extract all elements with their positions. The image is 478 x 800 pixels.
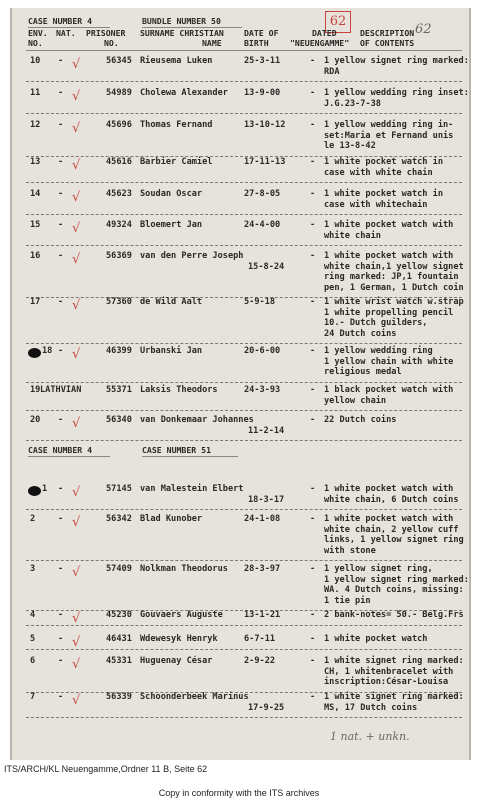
description-line: case with white chain <box>324 167 433 178</box>
col-neuengamme: "NEUENGAMME" <box>290 38 350 48</box>
description-line: 1 tie pin <box>324 595 371 606</box>
description-line: case with whitechain <box>324 199 428 210</box>
description-line: 1 white signet ring marked: <box>324 656 464 666</box>
envelope-number: 13 <box>30 157 41 167</box>
divider <box>28 456 110 457</box>
check-mark: √ <box>72 221 81 236</box>
ink-blot <box>28 486 41 496</box>
prisoner-name: Schoonderbeek Marinus <box>140 692 249 702</box>
dated-dash: - <box>310 157 316 167</box>
nationality: - <box>58 610 64 620</box>
prisoner-name: de Wild Aalt <box>140 297 203 307</box>
dated-dash: - <box>310 385 316 395</box>
nationality: - <box>58 514 64 524</box>
check-mark: √ <box>72 57 81 72</box>
prisoner-number: 56369 <box>106 251 132 261</box>
envelope-number: 6 <box>30 656 36 666</box>
envelope-number: 11 <box>30 88 41 98</box>
prisoner-name: Urbanski Jan <box>140 346 203 356</box>
prisoner-number: 45696 <box>106 120 132 130</box>
row-divider <box>26 81 462 82</box>
prisoner-name: Huguenay César <box>140 656 213 666</box>
col-birth: BIRTH <box>244 38 269 48</box>
description-line: ring marked: JP,1 fountain <box>324 272 459 282</box>
pencil-note: 1 nat. + unkn. <box>330 730 410 743</box>
description-line: pen, 1 German, 1 Dutch coin <box>324 282 464 293</box>
prisoner-number: 57360 <box>106 297 132 307</box>
row-divider <box>26 382 462 383</box>
envelope-number: 16 <box>30 251 41 261</box>
prisoner-number: 45331 <box>106 656 132 666</box>
description-line: 2 bank-notes= 50.- Belg.Frs <box>324 610 464 620</box>
prisoner-name: Bloemert Jan <box>140 220 203 230</box>
nationality: - <box>58 692 64 702</box>
birth-date: 6-7-11 <box>244 634 276 644</box>
nationality: - <box>58 220 64 230</box>
birth-date: 28-3-97 <box>244 564 281 574</box>
divider <box>26 50 462 51</box>
nationality: - <box>58 56 64 66</box>
envelope-number: 15 <box>30 220 41 230</box>
envelope-number: 3 <box>30 564 36 574</box>
prisoner-number: 46399 <box>106 346 132 356</box>
prisoner-number: 57145 <box>106 484 132 494</box>
description-line: 1 white signet ring marked: <box>324 692 464 702</box>
envelope-number: 2 <box>30 514 36 524</box>
col-prisoner: PRISONER <box>86 28 126 38</box>
birth-date: 13-10-12 <box>244 120 286 130</box>
dated-dash: - <box>310 564 316 574</box>
nationality: LATHVIAN <box>40 385 82 395</box>
description-line: white chain, 6 Dutch coins <box>324 494 459 505</box>
prisoner-name: Cholewa Alexander <box>140 88 228 98</box>
row-divider <box>26 410 462 411</box>
prisoner-number: 56342 <box>106 514 132 524</box>
description-line: 1 yellow wedding ring <box>324 346 433 356</box>
nationality: - <box>58 251 64 261</box>
check-mark: √ <box>72 347 81 362</box>
check-mark: √ <box>72 298 81 313</box>
prisoner-number: 56340 <box>106 415 132 425</box>
envelope-number: 20 <box>30 415 41 425</box>
prisoner-name: Wdewesyk Henryk <box>140 634 218 644</box>
envelope-number: 10 <box>30 56 41 66</box>
row-divider <box>26 245 462 246</box>
envelope-number: 7 <box>30 692 36 702</box>
description-line: white chain, 2 yellow cuff <box>324 524 459 535</box>
prisoner-number: 49324 <box>106 220 132 230</box>
dated-dash: - <box>310 297 316 307</box>
prisoner-name: Blad Kunober <box>140 514 203 524</box>
dated-dash: - <box>310 251 316 261</box>
nationality: - <box>58 120 64 130</box>
nationality: - <box>58 415 64 425</box>
nationality: - <box>58 157 64 167</box>
prisoner-name: Nolkman Theodorus <box>140 564 228 574</box>
description-line: 22 Dutch coins <box>324 415 397 425</box>
case-number-51-header: CASE NUMBER 51 <box>142 445 212 455</box>
pencil-page-number: 62 <box>415 22 432 37</box>
dated-dash: - <box>310 484 316 494</box>
description-line: links, 1 yellow signet ring <box>324 535 464 545</box>
description-line: 1 yellow signet ring marked: <box>324 56 469 66</box>
birth-date: 27-8-05 <box>244 189 281 199</box>
prisoner-number: 45230 <box>106 610 132 620</box>
prisoner-name: van Malestein Elbert <box>140 484 244 494</box>
description-line: yellow chain <box>324 395 387 406</box>
description-line: 1 white pocket watch <box>324 634 428 644</box>
archive-document-sheet <box>10 8 471 760</box>
prisoner-name: Barbier Camiel <box>140 157 213 167</box>
dated-dash: - <box>310 88 316 98</box>
nationality: - <box>58 564 64 574</box>
description-line: 1 white propelling pencil <box>324 307 454 318</box>
nationality: - <box>58 297 64 307</box>
col-name: NAME <box>202 38 222 48</box>
birth-date: 15-8-24 <box>248 262 285 272</box>
dated-dash: - <box>310 120 316 130</box>
prisoner-name: Gouvaers Auguste <box>140 610 223 620</box>
description-line: 1 yellow wedding ring inset: <box>324 88 469 98</box>
row-divider <box>26 509 462 510</box>
prisoner-number: 56339 <box>106 692 132 702</box>
bundle-number-header: BUNDLE NUMBER 50 <box>142 16 221 26</box>
nationality: - <box>58 189 64 199</box>
envelope-number: 4 <box>30 610 36 620</box>
col-surname: SURNAME CHRISTIAN <box>140 28 224 38</box>
envelope-number: 17 <box>30 297 41 307</box>
envelope-number: 18 <box>42 346 53 356</box>
check-mark: √ <box>72 158 81 173</box>
row-divider <box>26 560 462 561</box>
birth-date: 25-3-11 <box>244 56 281 66</box>
description-line: 1 white pocket watch in <box>324 157 443 167</box>
description-line: WA. 4 Dutch coins, missing: <box>324 585 464 595</box>
prisoner-number: 56345 <box>106 56 132 66</box>
col-description: DESCRIPTION <box>360 28 415 38</box>
case-number-header-2: CASE NUMBER 4 <box>28 445 93 455</box>
nationality: - <box>58 88 64 98</box>
prisoner-name: van Donkemaar Johannes <box>140 415 254 425</box>
dated-dash: - <box>310 415 316 425</box>
dated-dash: - <box>310 189 316 199</box>
dated-dash: - <box>310 514 316 524</box>
birth-date: 24-4-00 <box>244 220 281 230</box>
envelope-number: 14 <box>30 189 41 199</box>
description-line: 1 white pocket watch with <box>324 220 454 230</box>
description-line: set:Maria et Fernand unis <box>324 130 454 141</box>
col-nationality: NAT. <box>56 28 76 38</box>
nationality: - <box>58 656 64 666</box>
description-line: religious medal <box>324 367 402 377</box>
birth-date: 24-3-93 <box>244 385 281 395</box>
description-line: 1 white pocket watch with <box>324 514 454 524</box>
description-line: with stone <box>324 545 376 556</box>
check-mark: √ <box>72 485 81 500</box>
prisoner-number: 54989 <box>106 88 132 98</box>
col-prisoner-no: NO. <box>104 38 119 48</box>
check-mark: √ <box>72 611 81 626</box>
col-dated: DATED <box>312 28 337 38</box>
check-mark: √ <box>72 252 81 267</box>
birth-date: 17-11-13 <box>244 157 286 167</box>
divider <box>142 456 238 457</box>
prisoner-name: Laksis Theodors <box>140 385 218 395</box>
description-line: inscription:César-Louisa <box>324 677 449 687</box>
check-mark: √ <box>72 657 81 672</box>
description-line: 1 black pocket watch with <box>324 385 454 395</box>
check-mark: √ <box>72 515 81 530</box>
prisoner-number: 57409 <box>106 564 132 574</box>
birth-date: 5-9-18 <box>244 297 276 307</box>
case-number-header: CASE NUMBER 4 <box>28 16 93 26</box>
col-env-no: NO. <box>28 38 43 48</box>
dated-dash: - <box>310 610 316 620</box>
copy-notice: Copy in conformity with the ITS archives <box>158 788 320 798</box>
check-mark: √ <box>72 190 81 205</box>
prisoner-name: van den Perre Joseph <box>140 251 244 261</box>
birth-date: 11-2-14 <box>248 426 285 436</box>
description-line: 1 yellow signet ring, <box>324 564 433 574</box>
description-line: 1 white pocket watch with <box>324 484 454 494</box>
nationality: - <box>58 634 64 644</box>
description-line: le 13-8-42 <box>324 141 376 151</box>
description-line: 10.- Dutch guilders, <box>324 318 428 328</box>
envelope-number: 19 <box>30 385 41 395</box>
birth-date: 20-6-00 <box>244 346 281 356</box>
dated-dash: - <box>310 656 316 666</box>
description-line: 1 yellow wedding ring in- <box>324 120 454 130</box>
ink-blot <box>28 348 41 358</box>
prisoner-number: 45623 <box>106 189 132 199</box>
envelope-number: 12 <box>30 120 41 130</box>
description-line: 1 white pocket watch with <box>324 251 454 261</box>
description-line: white chain <box>324 230 381 241</box>
description-line: 1 yellow chain with white <box>324 356 454 367</box>
row-divider <box>26 113 462 114</box>
row-divider <box>26 649 462 650</box>
row-divider <box>26 182 462 183</box>
row-divider <box>26 440 462 441</box>
description-line: RDA <box>324 66 340 77</box>
check-mark: √ <box>72 565 81 580</box>
check-mark: √ <box>72 121 81 136</box>
description-line: CH, 1 whitenbracelet with <box>324 666 454 677</box>
archive-reference: ITS/ARCH/KL Neuengamme,Ordner 11 B, Seite 62 <box>4 764 208 774</box>
check-mark: √ <box>72 416 81 431</box>
dated-dash: - <box>310 692 316 702</box>
prisoner-number: 45616 <box>106 157 132 167</box>
envelope-number: 1 <box>42 484 48 494</box>
description-line: J.G.23-7-38 <box>324 98 381 109</box>
description-line: 1 white pocket watch in <box>324 189 443 199</box>
row-divider <box>26 214 462 215</box>
dated-dash: - <box>310 56 316 66</box>
dated-dash: - <box>310 220 316 230</box>
col-of-contents: OF CONTENTS <box>360 38 415 48</box>
check-mark: √ <box>72 635 81 650</box>
check-mark: √ <box>72 89 81 104</box>
nationality: - <box>58 346 64 356</box>
nationality: - <box>58 484 64 494</box>
prisoner-name: Thomas Fernand <box>140 120 213 130</box>
page-number-stamp: 62 <box>325 11 351 33</box>
description-line: 1 yellow signet ring marked: <box>324 574 469 585</box>
birth-date: 24-1-08 <box>244 514 281 524</box>
col-env: ENV. <box>28 28 48 38</box>
birth-date: 17-9-25 <box>248 703 285 713</box>
prisoner-name: Soudan Oscar <box>140 189 203 199</box>
row-divider <box>26 343 462 344</box>
dated-dash: - <box>310 634 316 644</box>
check-mark: √ <box>72 693 81 708</box>
prisoner-number: 46431 <box>106 634 132 644</box>
description-line: white chain,1 yellow signet <box>324 261 464 272</box>
birth-date: 2-9-22 <box>244 656 276 666</box>
birth-date: 18-3-17 <box>248 495 285 505</box>
envelope-number: 5 <box>30 634 36 644</box>
birth-date: 13-1-21 <box>244 610 281 620</box>
prisoner-name: Rieusema Luken <box>140 56 213 66</box>
row-divider <box>26 625 462 626</box>
row-divider <box>26 717 462 718</box>
col-date: DATE OF <box>244 28 279 38</box>
prisoner-number: 55371 <box>106 385 132 395</box>
birth-date: 13-9-00 <box>244 88 281 98</box>
description-line: 24 Dutch coins <box>324 328 397 339</box>
description-line: MS, 17 Dutch coins <box>324 702 418 713</box>
dated-dash: - <box>310 346 316 356</box>
description-line: 1 white wrist watch w.strap <box>324 297 464 307</box>
